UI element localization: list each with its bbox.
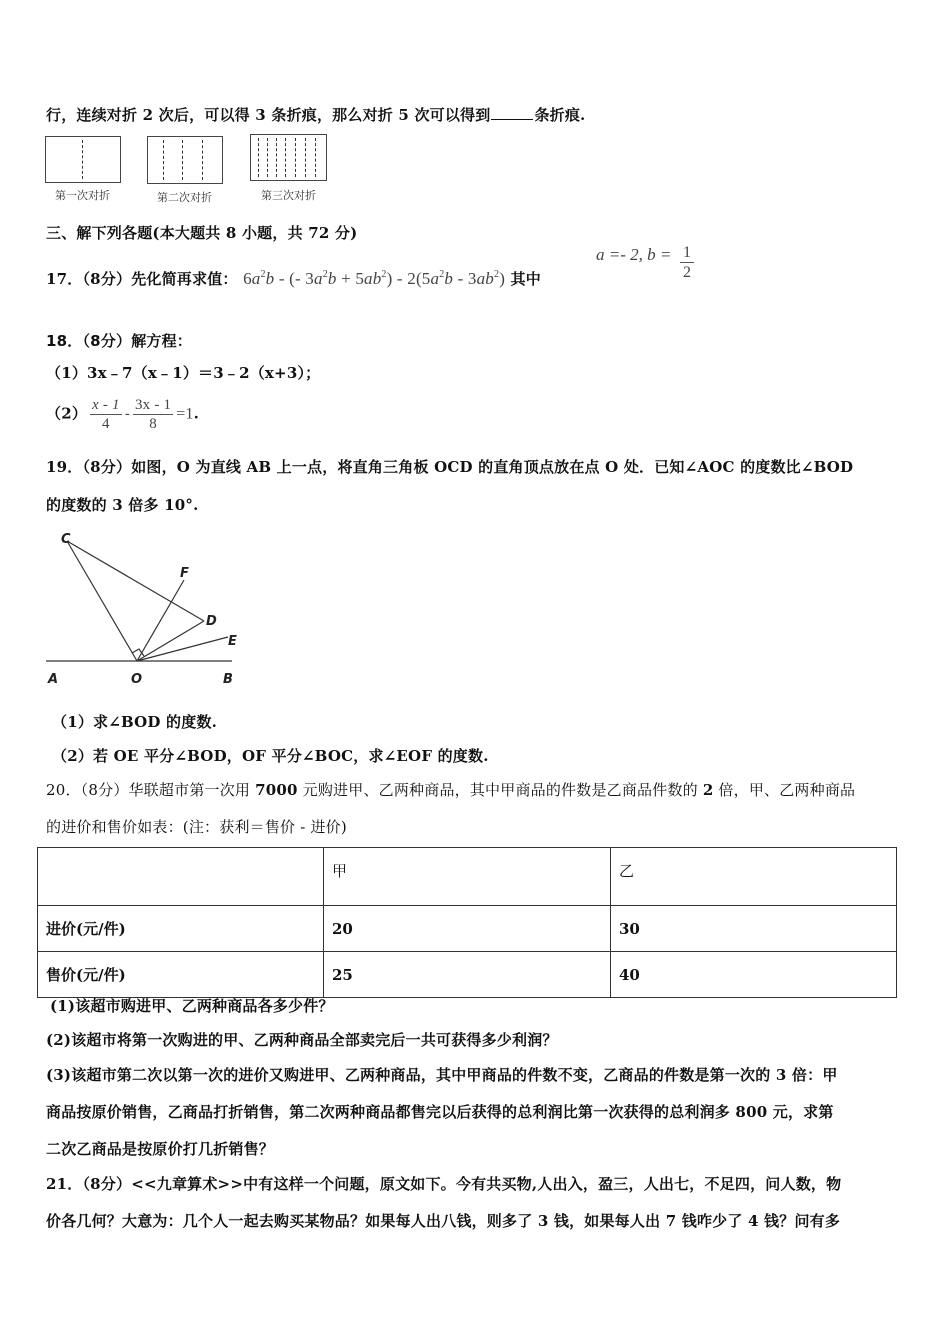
q18-label: 18．（8分）解方程： <box>46 332 193 350</box>
q20-part3-line2: 商品按原价销售，乙商品打折销售，第二次两种商品都售完以后获得的总利润比第一次获得的总利润多 800 元，求第 <box>46 1103 834 1121</box>
q20-part3-line1: (3)该超市第二次以第一次的进价又购进甲、乙两种商品，其中甲商品的件数不变，乙商品的件数是第一次的 3 倍：甲 <box>46 1066 838 1084</box>
fraction-1 <box>90 396 122 433</box>
paper-rect <box>45 136 121 183</box>
paper-rect <box>147 136 223 184</box>
q16-text <box>46 104 585 125</box>
fold-line <box>267 138 268 177</box>
answer-blank <box>491 107 533 120</box>
q16-text-after: 条折痕. <box>534 106 586 124</box>
q20-amount: 7000 <box>255 781 298 799</box>
fold-line <box>82 140 83 179</box>
table-cell: 25 <box>324 952 611 998</box>
fold-line <box>285 138 286 177</box>
fold-line <box>163 140 164 180</box>
minus-sign: - <box>124 404 130 423</box>
table-cell: 售价(元/件) <box>38 952 324 998</box>
q18-part1: （1）3x﹣7（x﹣1）＝3﹣2（x+3）； <box>46 364 321 382</box>
fold-line <box>258 138 259 177</box>
fold-line <box>305 138 306 177</box>
q20-line2: 的进价和售价如表：(注：获利＝售价 - 进价) <box>46 818 347 836</box>
table-header-cell <box>38 848 324 906</box>
q20-line1 <box>46 779 855 800</box>
q20-text-a: 20．（8分）华联超市第一次用 <box>46 781 251 799</box>
segment-oc <box>67 541 137 661</box>
table-header-row <box>38 848 897 906</box>
label-a: A <box>48 672 59 687</box>
q21-line1: 21．（8分）<<九章算术>>中有这样一个问题，原文如下。今有共买物,人出入，盈三，人出七，不足四，问人数，物 <box>46 1175 842 1193</box>
fold-line <box>182 140 183 180</box>
q18-part2 <box>46 396 199 433</box>
table-cell: 40 <box>611 952 897 998</box>
fold-line <box>202 140 203 180</box>
q19-part2: （2）若 OE 平分∠BOD，OF 平分∠BOC，求∠EOF 的度数. <box>52 747 489 765</box>
fraction-numerator: x - 1 <box>92 397 120 413</box>
table-cell: 20 <box>324 906 611 952</box>
label-d: D <box>206 614 217 629</box>
fraction-denominator: 4 <box>102 416 110 432</box>
q20-times: 2 <box>702 781 714 799</box>
label-b: B <box>223 672 233 687</box>
label-f: F <box>180 566 189 581</box>
table-header-cell: 乙 <box>611 848 897 906</box>
fold-line <box>315 138 316 177</box>
q20-part3-line3: 二次乙商品是按原价打几折销售？ <box>46 1140 275 1158</box>
q17 <box>46 268 541 289</box>
fraction-numerator: 3x - 1 <box>134 397 172 413</box>
fold-line <box>276 138 277 177</box>
paper-rect <box>250 134 327 181</box>
q17-where: 其中 <box>510 270 541 288</box>
q19-line2: 的度数的 3 倍多 10°. <box>46 496 199 514</box>
q17-label: 17．（8分）先化简再求值： <box>46 270 238 288</box>
q17-condition <box>596 245 671 265</box>
table-row <box>38 952 897 998</box>
label-c: C <box>61 532 71 547</box>
q16-text-before: 行，连续对折 2 次后，可以得 3 条折痕，那么对折 5 次可以得到 <box>46 106 491 124</box>
fold-line <box>295 138 296 177</box>
q18-part2-prefix: （2） <box>46 404 88 423</box>
fold-caption: 第三次对折 <box>261 189 316 202</box>
q21-line2: 价各几何？大意为：几个人一起去购买某物品？如果每人出八钱，则多了 3 钱，如果每人出 7 钱咋少了 4 钱？问有多 <box>46 1212 841 1230</box>
fraction-numerator: 1 <box>680 243 694 263</box>
fraction-denominator: 2 <box>683 264 691 281</box>
label-e: E <box>228 634 237 649</box>
table-cell: 30 <box>611 906 897 952</box>
q17-cond-a: a =- 2, b = <box>596 245 672 264</box>
q19-line1: 19．（8分）如图，O 为直线 AB 上一点，将直角三角板 OCD 的直角顶点放在点 O 处．已知∠AOC 的度数比∠BOD <box>46 458 854 476</box>
q20-part1: (1)该超市购进甲、乙两种商品各多少件？ <box>50 997 334 1015</box>
label-o: O <box>131 672 143 687</box>
q18-label-line <box>46 330 192 351</box>
q20-text-b: 元购进甲、乙两种商品，其中甲商品的件数是乙商品件数的 <box>302 781 698 799</box>
q17-cond-b-fraction <box>680 243 694 282</box>
table-row <box>38 906 897 952</box>
table-cell: 进价(元/件) <box>38 906 324 952</box>
section-heading: 三、解下列各题(本大题共 8 小题，共 72 分) <box>46 224 358 242</box>
q20-text-c: 倍，甲、乙两种商品 <box>718 781 856 799</box>
segment-od <box>137 621 204 661</box>
ray-of <box>137 580 184 661</box>
fraction-2 <box>133 396 173 433</box>
period: . <box>193 404 200 423</box>
fold-caption: 第一次对折 <box>55 189 110 202</box>
ray-oe <box>137 637 228 661</box>
geometry-figure <box>40 525 250 690</box>
price-table <box>37 847 897 998</box>
rhs: =1 <box>176 405 194 423</box>
q20-part2: (2)该超市将第一次购进的甲、乙两种商品全部卖完后一共可获得多少利润？ <box>46 1031 558 1049</box>
q19-part1: （1）求∠BOD 的度数. <box>52 713 218 731</box>
fold-caption: 第二次对折 <box>157 191 212 204</box>
fraction-denominator: 8 <box>149 416 157 432</box>
table-header-cell: 甲 <box>324 848 611 906</box>
q17-expression: $6a^2b$ - (- $3a^2b + 5ab^2) - 2(5a^2b - 3ab^2)$ <box>243 269 506 288</box>
